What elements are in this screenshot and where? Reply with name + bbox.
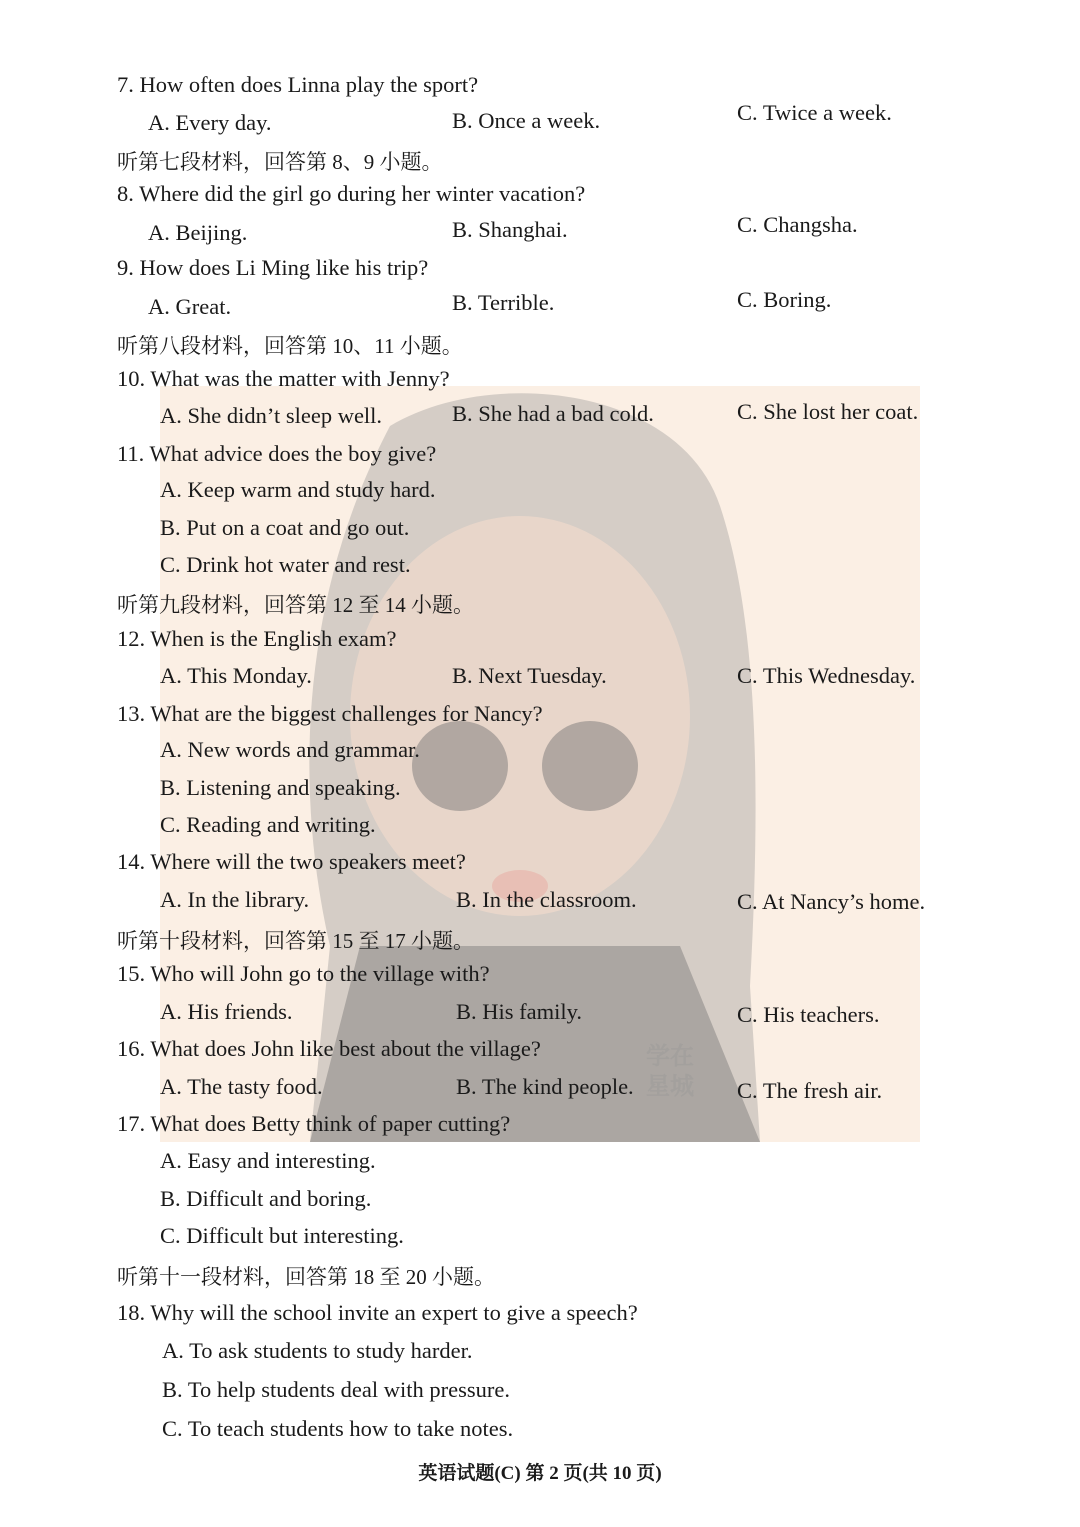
q13-option-b: B. Listening and speaking. — [160, 775, 401, 800]
question-12: 12. When is the English exam? — [117, 626, 397, 651]
q17-option-a: A. Easy and interesting. — [160, 1148, 376, 1173]
q12-option-c: C. This Wednesday. — [737, 663, 916, 688]
question-10: 10. What was the matter with Jenny? — [117, 366, 450, 391]
q16-option-a: A. The tasty food. — [160, 1074, 323, 1099]
q13-option-c: C. Reading and writing. — [160, 812, 376, 837]
q18-option-b: B. To help students deal with pressure. — [162, 1377, 510, 1402]
q11-option-c: C. Drink hot water and rest. — [160, 552, 411, 577]
question-9: 9. How does Li Ming like his trip? — [117, 255, 429, 280]
q10-option-b: B. She had a bad cold. — [452, 401, 654, 426]
q8-option-a: A. Beijing. — [148, 220, 248, 245]
q15-option-c: C. His teachers. — [737, 1002, 880, 1027]
question-18: 18. Why will the school invite an expert to give a speech? — [117, 1300, 638, 1325]
question-17: 17. What does Betty think of paper cutting? — [117, 1111, 511, 1136]
q14-option-a: A. In the library. — [160, 887, 310, 912]
q8-option-c: C. Changsha. — [737, 212, 858, 237]
section-heading-11: 听第十一段材料，回答第 18 至 20 小题。 — [117, 1265, 495, 1289]
q9-option-b: B. Terrible. — [452, 290, 555, 315]
q11-option-b: B. Put on a coat and go out. — [160, 515, 410, 540]
section-heading-9: 听第九段材料，回答第 12 至 14 小题。 — [117, 593, 474, 617]
q11-option-a: A. Keep warm and study hard. — [160, 477, 436, 502]
q15-option-a: A. His friends. — [160, 999, 293, 1024]
q17-option-c: C. Difficult but interesting. — [160, 1223, 404, 1248]
q7-option-b: B. Once a week. — [452, 108, 601, 133]
question-11: 11. What advice does the boy give? — [117, 441, 437, 466]
q10-option-a: A. She didn’t sleep well. — [160, 403, 383, 428]
watermark-text-2: 星城 — [646, 1072, 694, 1100]
question-14: 14. Where will the two speakers meet? — [117, 849, 466, 874]
q16-option-b: B. The kind people. — [456, 1074, 634, 1099]
section-heading-7: 听第七段材料，回答第 8、9 小题。 — [117, 150, 443, 174]
watermark-text-1: 学在 — [646, 1042, 694, 1070]
q12-option-a: A. This Monday. — [160, 663, 312, 688]
q9-option-c: C. Boring. — [737, 287, 832, 312]
q9-option-a: A. Great. — [148, 294, 232, 319]
q18-option-a: A. To ask students to study harder. — [162, 1338, 473, 1363]
question-7: 7. How often does Linna play the sport? — [117, 72, 479, 97]
q12-option-b: B. Next Tuesday. — [452, 663, 607, 688]
q8-option-b: B. Shanghai. — [452, 217, 568, 242]
q16-option-c: C. The fresh air. — [737, 1078, 883, 1103]
q14-option-b: B. In the classroom. — [456, 887, 637, 912]
question-16: 16. What does John like best about the village? — [117, 1036, 541, 1061]
section-heading-8: 听第八段材料，回答第 10、11 小题。 — [117, 334, 463, 358]
q7-option-a: A. Every day. — [148, 110, 272, 135]
q14-option-c: C. At Nancy’s home. — [737, 889, 926, 914]
q15-option-b: B. His family. — [456, 999, 583, 1024]
question-8: 8. Where did the girl go during her winter vacation? — [117, 181, 586, 206]
page-footer: 英语试题(C) 第 2 页(共 10 页) — [418, 1463, 662, 1484]
q17-option-b: B. Difficult and boring. — [160, 1186, 372, 1211]
q13-option-a: A. New words and grammar. — [160, 737, 420, 762]
q10-option-c: C. She lost her coat. — [737, 399, 919, 424]
question-13: 13. What are the biggest challenges for Nancy? — [117, 701, 543, 726]
q18-option-c: C. To teach students how to take notes. — [162, 1416, 514, 1441]
section-heading-10: 听第十段材料，回答第 15 至 17 小题。 — [117, 929, 474, 953]
question-15: 15. Who will John go to the village with? — [117, 961, 490, 986]
q7-option-c: C. Twice a week. — [737, 100, 892, 125]
